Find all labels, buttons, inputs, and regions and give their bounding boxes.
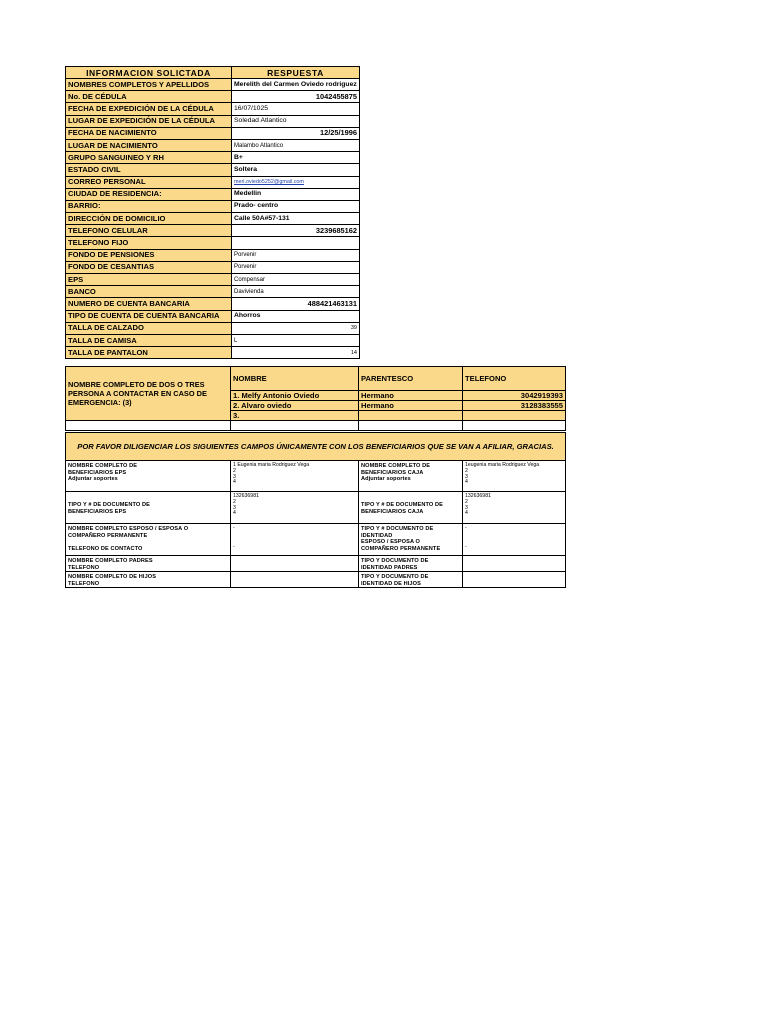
info-row xyxy=(66,200,360,212)
info-field-value[interactable]: Calle 50A#57-131 xyxy=(232,213,360,225)
info-field-label: GRUPO SANGUINEO Y RH xyxy=(66,152,232,164)
info-row xyxy=(66,322,360,334)
info-row xyxy=(66,115,360,127)
info-row xyxy=(66,139,360,151)
info-field-value[interactable]: B+ xyxy=(232,152,360,164)
info-row xyxy=(66,249,360,261)
spouse-name-label: NOMBRE COMPLETO ESPOSO / ESPOSA O COMPAÑERO PERMANENTE TELEFONO DE CONTACTO xyxy=(66,524,231,556)
info-row xyxy=(66,347,360,359)
info-row xyxy=(66,261,360,273)
parents-doc-value[interactable] xyxy=(463,556,566,572)
info-row xyxy=(66,334,360,346)
info-field-label: TALLA DE CAMISA xyxy=(66,334,232,346)
children-name-value[interactable] xyxy=(231,572,359,588)
spouse-row xyxy=(66,524,566,556)
parents-name-label: NOMBRE COMPLETO PADRES TELEFONO xyxy=(66,556,231,572)
caja-beneficiary-doc-values[interactable]: 132636981 2 3 4 xyxy=(463,492,566,524)
info-field-value[interactable]: Davivienda xyxy=(232,286,360,298)
info-field-value[interactable]: Merelith del Carmen Oviedo rodriguez xyxy=(232,79,360,91)
info-field-value[interactable]: Ahorros xyxy=(232,310,360,322)
info-field-label: CIUDAD DE RESIDENCIA: xyxy=(66,188,232,200)
info-field-label: LUGAR DE NACIMIENTO xyxy=(66,139,232,151)
info-field-label: FECHA DE EXPEDICIÓN DE LA CÉDULA xyxy=(66,103,232,115)
info-field-label: CORREO PERSONAL xyxy=(66,176,232,188)
parents-doc-label: TIPO Y DOCUMENTO DE IDENTIDAD PADRES xyxy=(359,556,463,572)
emergency-col-name: NOMBRE xyxy=(231,367,359,391)
info-row xyxy=(66,310,360,322)
info-field-label: FECHA DE NACIMIENTO xyxy=(66,127,232,139)
beneficiaries-banner: POR FAVOR DILIGENCIAR LOS SIGUIENTES CAMPOS ÚNICAMENTE CON LOS BENEFICIARIOS QUE SE VAN A AFILIAR, GRACIAS. xyxy=(66,433,566,461)
emergency-header-row xyxy=(66,367,566,391)
beneficiaries-names-row xyxy=(66,461,566,492)
info-field-value[interactable]: Porvenir xyxy=(232,249,360,261)
info-field-label: NOMBRES COMPLETOS Y APELLIDOS xyxy=(66,79,232,91)
info-field-label: TIPO DE CUENTA DE CUENTA BANCARIA xyxy=(66,310,232,322)
info-field-value[interactable]: Malambo Atlantico xyxy=(232,139,360,151)
children-doc-label: TIPO Y DOCUMENTO DE IDENTIDAD DE HIJOS xyxy=(359,572,463,588)
contact-relation[interactable]: Hermano xyxy=(359,401,463,411)
personal-info-table xyxy=(65,66,360,359)
contact-relation[interactable]: Hermano xyxy=(359,391,463,401)
info-field-value[interactable]: 488421463131 xyxy=(232,298,360,310)
spouse-doc-label: TIPO Y # DOCUMENTO DE IDENTIDAD ESPOSO / ESPOSA O COMPAÑERO PERMANENTE xyxy=(359,524,463,556)
info-field-value[interactable] xyxy=(232,237,360,249)
info-row xyxy=(66,79,360,91)
info-row xyxy=(66,225,360,237)
info-field-value[interactable]: Soledad Atlantico xyxy=(232,115,360,127)
info-field-label: ESTADO CIVIL xyxy=(66,164,232,176)
contact-phone[interactable] xyxy=(463,411,566,421)
info-field-value[interactable]: L xyxy=(232,334,360,346)
info-field-value[interactable]: 1042455875 xyxy=(232,91,360,103)
info-row xyxy=(66,188,360,200)
info-row xyxy=(66,274,360,286)
contact-name[interactable]: 3. xyxy=(231,411,359,421)
info-field-label: TELEFONO FIJO xyxy=(66,237,232,249)
eps-beneficiary-doc-label: TIPO Y # DE DOCUMENTO DE BENEFICIARIOS EPS xyxy=(66,492,231,524)
eps-beneficiary-name-values[interactable]: 1 Eugenia maria Rodriguez Vega 2 3 4 xyxy=(231,461,359,492)
info-field-value[interactable]: 14 xyxy=(232,347,360,359)
info-field-label: LUGAR DE EXPEDICIÓN DE LA CÉDULA xyxy=(66,115,232,127)
beneficiaries-docs-row xyxy=(66,492,566,524)
info-header-label: INFORMACION SOLICTADA xyxy=(66,67,232,79)
info-field-label: No. DE CÉDULA xyxy=(66,91,232,103)
parents-name-value[interactable] xyxy=(231,556,359,572)
info-field-label: TELEFONO CELULAR xyxy=(66,225,232,237)
contact-relation[interactable] xyxy=(359,411,463,421)
info-field-label: BARRIO: xyxy=(66,200,232,212)
info-row xyxy=(66,127,360,139)
info-field-value[interactable]: 12/25/1996 xyxy=(232,127,360,139)
info-field-value[interactable]: Medellin xyxy=(232,188,360,200)
info-field-value[interactable]: Prado- centro xyxy=(232,200,360,212)
contact-name[interactable]: 1. Melfy Antonio Oviedo xyxy=(231,391,359,401)
info-field-value[interactable]: 3239685162 xyxy=(232,225,360,237)
spouse-name-values[interactable]: - - xyxy=(231,524,359,556)
info-row xyxy=(66,103,360,115)
info-field-value[interactable]: meri.oviedo5252@gmail.com xyxy=(232,176,360,188)
contact-phone[interactable]: 3042919393 xyxy=(463,391,566,401)
info-field-value[interactable]: 39 xyxy=(232,322,360,334)
info-field-value[interactable]: 16/07/1025 xyxy=(232,103,360,115)
beneficiaries-banner-row xyxy=(66,433,566,461)
eps-beneficiary-doc-values[interactable]: 132636981 2 3 4 xyxy=(231,492,359,524)
children-name-label: NOMBRE COMPLETO DE HIJOS TELEFONO xyxy=(66,572,231,588)
info-header-value: RESPUESTA xyxy=(232,67,360,79)
contact-phone[interactable]: 3128383555 xyxy=(463,401,566,411)
info-field-label: FONDO DE PENSIONES xyxy=(66,249,232,261)
info-field-label: NUMERO DE CUENTA BANCARIA xyxy=(66,298,232,310)
emergency-col-relation: PARENTESCO xyxy=(359,367,463,391)
info-field-value[interactable]: Soltera xyxy=(232,164,360,176)
info-field-value[interactable]: Compensar xyxy=(232,274,360,286)
emergency-title: NOMBRE COMPLETO DE DOS O TRES PERSONA A CONTACTAR EN CASO DE EMERGENCIA: (3) xyxy=(66,367,231,421)
spouse-doc-values[interactable]: - - xyxy=(463,524,566,556)
children-doc-value[interactable] xyxy=(463,572,566,588)
emergency-blank-row xyxy=(66,421,566,431)
info-field-label: EPS xyxy=(66,274,232,286)
caja-beneficiary-name-values[interactable]: 1eugenia maria Rodriguez Vega 2 3 4 xyxy=(463,461,566,492)
info-row xyxy=(66,286,360,298)
emergency-contacts-table xyxy=(65,366,566,431)
children-row xyxy=(66,572,566,588)
eps-beneficiary-name-label: NOMBRE COMPLETO DE BENEFICIARIOS EPS Adjuntar soportes xyxy=(66,461,231,492)
info-header-row xyxy=(66,67,360,79)
info-row xyxy=(66,298,360,310)
contact-name[interactable]: 2. Alvaro oviedo xyxy=(231,401,359,411)
info-row xyxy=(66,176,360,188)
info-row xyxy=(66,164,360,176)
info-field-label: FONDO DE CESANTIAS xyxy=(66,261,232,273)
beneficiaries-table xyxy=(65,432,566,588)
caja-beneficiary-name-label: NOMBRE COMPLETO DE BENEFICIARIOS CAJA Adjuntar soportes xyxy=(359,461,463,492)
info-row xyxy=(66,237,360,249)
info-field-value[interactable]: Porvenir xyxy=(232,261,360,273)
info-field-label: TALLA DE CALZADO xyxy=(66,322,232,334)
emergency-col-phone: TELEFONO xyxy=(463,367,566,391)
info-field-label: TALLA DE PANTALON xyxy=(66,347,232,359)
info-row xyxy=(66,213,360,225)
info-row xyxy=(66,91,360,103)
parents-row xyxy=(66,556,566,572)
info-row xyxy=(66,152,360,164)
caja-beneficiary-doc-label: TIPO Y # DE DOCUMENTO DE BENEFICIARIOS CAJA xyxy=(359,492,463,524)
info-field-label: BANCO xyxy=(66,286,232,298)
info-field-label: DIRECCIÓN DE DOMICILIO xyxy=(66,213,232,225)
